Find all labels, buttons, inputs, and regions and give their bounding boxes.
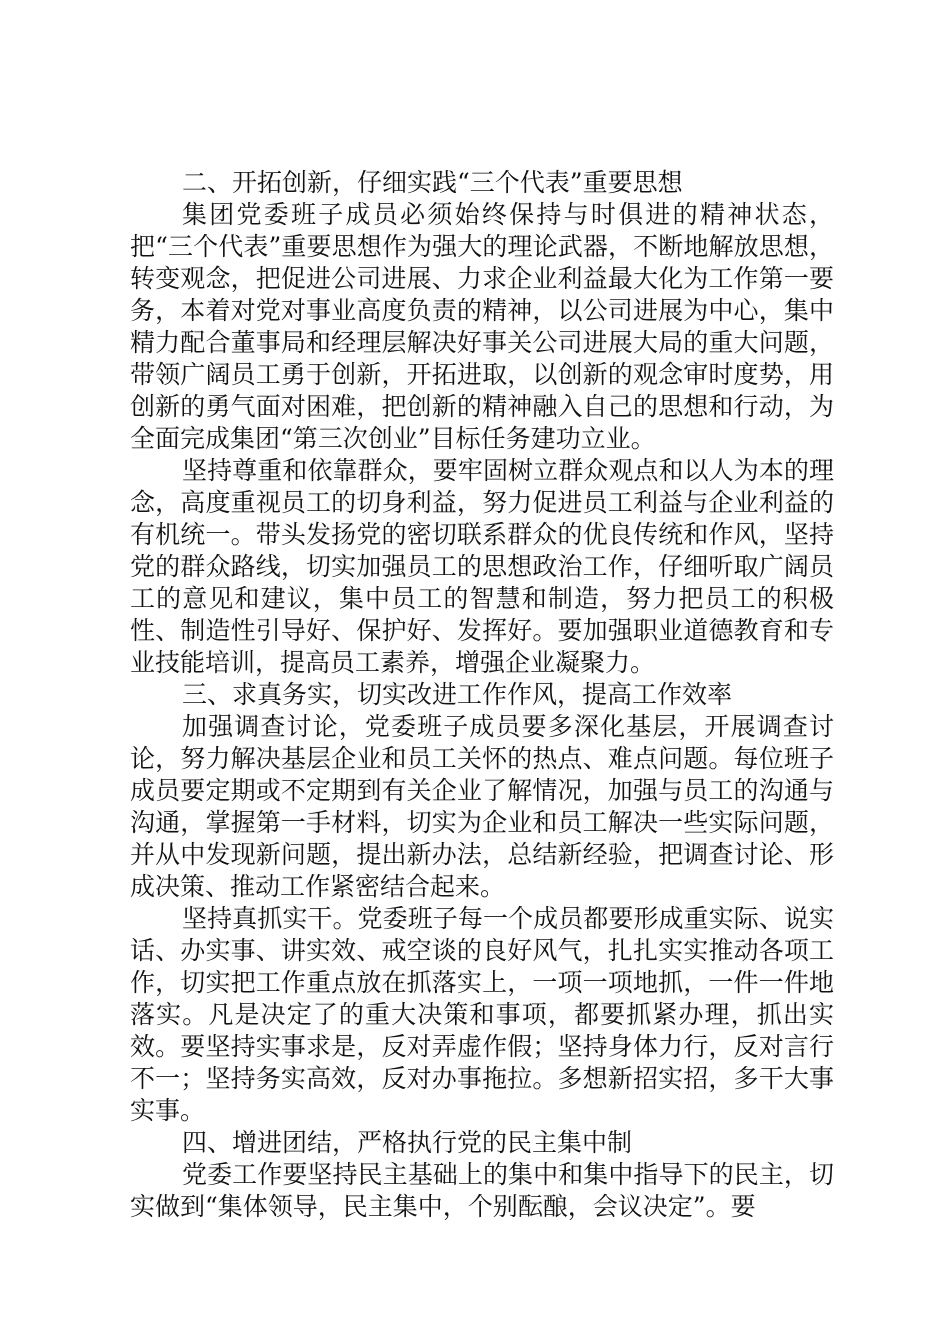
document-body: [130, 167, 834, 1223]
body-paragraph: 加强调查讨论，党委班子成员要多深化基层，开展调查讨论，努力解决基层企业和员工关怀的热点、难点问题。每位班子成员要定期或不定期到有关企业了解情况，加强与员工的沟通与沟通，掌握第一手材料，切实为企业和员工解决一些实际问题，并从中发现新问题，提出新办法，总结新经验，把调查讨论、形成决策、推动工作紧密结合起来。: [130, 712, 834, 901]
section-heading-4: 四、增进团结，严格执行党的民主集中制: [182, 1128, 633, 1157]
body-paragraph: 坚持真抓实干。党委班子每一个成员都要形成重实际、说实话、办实事、讲实效、戒空谈的良好风气，扎扎实实推动各项工作，切实把工作重点放在抓落实上，一项一项地抓，一件一件地落实。凡是决定了的重大决策和事项，都要抓紧办理，抓出实效。要坚持实事求是，反对弄虚作假；坚持身体力行，反对言行不一；坚持务实高效，反对办事拖拉。多想新招实招，多干大事实事。: [130, 904, 834, 1125]
body-paragraph: 坚持尊重和依靠群众，要牢固树立群众观点和以人为本的理念，高度重视员工的切身利益，努力促进员工利益与企业利益的有机统一。带头发扬党的密切联系群众的优良传统和作风，坚持党的群众路线，切实加强员工的思想政治工作，仔细听取广阔员工的意见和建议，集中员工的智慧和制造，努力把员工的积极性、制造性引导好、保护好、发挥好。要加强职业道德教育和专业技能培训，提高员工素养，增强企业凝聚力。: [130, 456, 834, 677]
body-paragraph: 集团党委班子成员必须始终保持与时俱进的精神状态，把“三个代表”重要思想作为强大的理论武器，不断地解放思想，转变观念，把促进公司进展、力求企业利益最大化为工作第一要务，本着对党对事业高度负责的精神，以公司进展为中心，集中精力配合董事局和经理层解决好事关公司进展大局的重大问题，带领广阔员工勇于创新，开拓进取，以创新的观念审时度势，用创新的勇气面对困难，把创新的精神融入自己的思想和行动，为全面完成集团“第三次创业”目标任务建功立业。: [130, 200, 834, 453]
section-heading-3: 三、求真务实，切实改进工作作风，提高工作效率: [182, 680, 733, 709]
body-paragraph: 党委工作要坚持民主基础上的集中和集中指导下的民主，切实做到“集体领导，民主集中，个别酝酿，会议决定”。要: [130, 1160, 834, 1221]
section-heading-2: 二、开拓创新，仔细实践“三个代表”重要思想: [182, 168, 683, 197]
